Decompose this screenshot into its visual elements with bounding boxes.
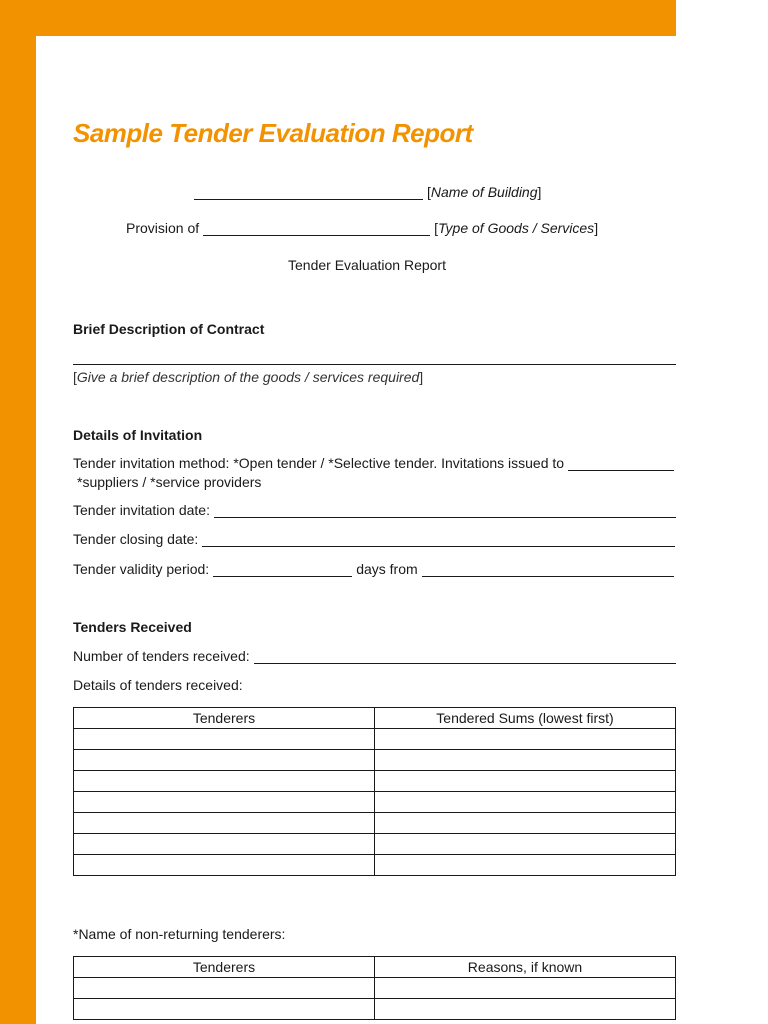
number-received-row xyxy=(73,648,676,664)
table-cell[interactable] xyxy=(375,978,676,999)
col-header-tenderers: Tenderers xyxy=(74,957,375,978)
provision-label: Type of Goods / Services xyxy=(438,220,595,236)
table-cell[interactable] xyxy=(74,792,375,813)
table-cell[interactable] xyxy=(74,855,375,876)
table-cell[interactable] xyxy=(375,750,676,771)
table-cell[interactable] xyxy=(375,729,676,750)
building-line: [ Name of Building ] xyxy=(194,184,541,200)
number-received-label: Number of tenders received: xyxy=(73,648,250,664)
validity-row xyxy=(73,561,674,577)
table-cell[interactable] xyxy=(375,792,676,813)
invitation-date-blank[interactable] xyxy=(214,503,676,518)
table-row xyxy=(74,855,676,876)
non-returning-table xyxy=(73,956,676,1020)
page-title: Sample Tender Evaluation Report xyxy=(73,118,473,148)
tenders-received-table xyxy=(73,707,676,876)
table-header-row xyxy=(74,708,676,729)
invitation-heading: Details of Invitation xyxy=(73,427,203,443)
validity-label: Tender validity period: xyxy=(73,561,210,577)
table-cell[interactable] xyxy=(375,999,676,1020)
brief-blank[interactable] xyxy=(73,364,676,365)
number-received-blank[interactable] xyxy=(254,649,676,664)
building-blank[interactable] xyxy=(194,185,423,200)
table-cell[interactable] xyxy=(74,729,375,750)
provision-blank[interactable] xyxy=(203,221,430,236)
table-row xyxy=(74,999,676,1020)
table-cell[interactable] xyxy=(74,834,375,855)
table-row xyxy=(74,792,676,813)
provision-line: Provision of [ Type of Goods / Services ] xyxy=(126,220,599,236)
brief-hint: [Give a brief description of the goods / services required] xyxy=(73,369,424,385)
table-header-row xyxy=(74,957,676,978)
table-cell[interactable] xyxy=(375,771,676,792)
table-row xyxy=(74,834,676,855)
col-header-tendered-sums: Tendered Sums (lowest first) xyxy=(375,708,676,729)
table-cell[interactable] xyxy=(375,813,676,834)
left-accent-bar xyxy=(0,0,36,1024)
invitations-issued-blank[interactable] xyxy=(568,456,674,471)
received-heading: Tenders Received xyxy=(73,619,192,635)
invitation-date-row xyxy=(73,502,676,518)
non-returning-label: *Name of non-returning tenderers: xyxy=(73,926,286,942)
invitation-method-text-2: *suppliers / *service providers xyxy=(77,474,262,490)
brief-heading: Brief Description of Contract xyxy=(73,321,265,337)
table-cell[interactable] xyxy=(74,750,375,771)
details-received-label: Details of tenders received: xyxy=(73,677,243,693)
report-subtitle: Tender Evaluation Report xyxy=(288,257,446,273)
invitation-date-label: Tender invitation date: xyxy=(73,502,210,518)
table-cell[interactable] xyxy=(74,999,375,1020)
closing-date-blank[interactable] xyxy=(202,532,675,547)
table-row xyxy=(74,729,676,750)
invitation-method-row xyxy=(73,455,674,471)
validity-blank[interactable] xyxy=(213,562,352,577)
table-cell[interactable] xyxy=(74,813,375,834)
table-cell[interactable] xyxy=(375,834,676,855)
building-label: Name of Building xyxy=(430,184,538,200)
invitation-method-text: Tender invitation method: *Open tender / *Selective tender. Invitations issued to xyxy=(73,455,565,471)
closing-date-row xyxy=(73,531,675,547)
days-from-label: days from xyxy=(356,561,418,577)
col-header-reasons: Reasons, if known xyxy=(375,957,676,978)
col-header-tenderers: Tenderers xyxy=(74,708,375,729)
top-accent-bar xyxy=(0,0,676,36)
provision-prefix: Provision of xyxy=(126,220,200,236)
table-row xyxy=(74,771,676,792)
table-row xyxy=(74,813,676,834)
closing-date-label: Tender closing date: xyxy=(73,531,199,547)
table-cell[interactable] xyxy=(375,855,676,876)
table-row xyxy=(74,750,676,771)
table-row xyxy=(74,978,676,999)
table-cell[interactable] xyxy=(74,771,375,792)
days-from-blank[interactable] xyxy=(422,562,674,577)
table-cell[interactable] xyxy=(74,978,375,999)
